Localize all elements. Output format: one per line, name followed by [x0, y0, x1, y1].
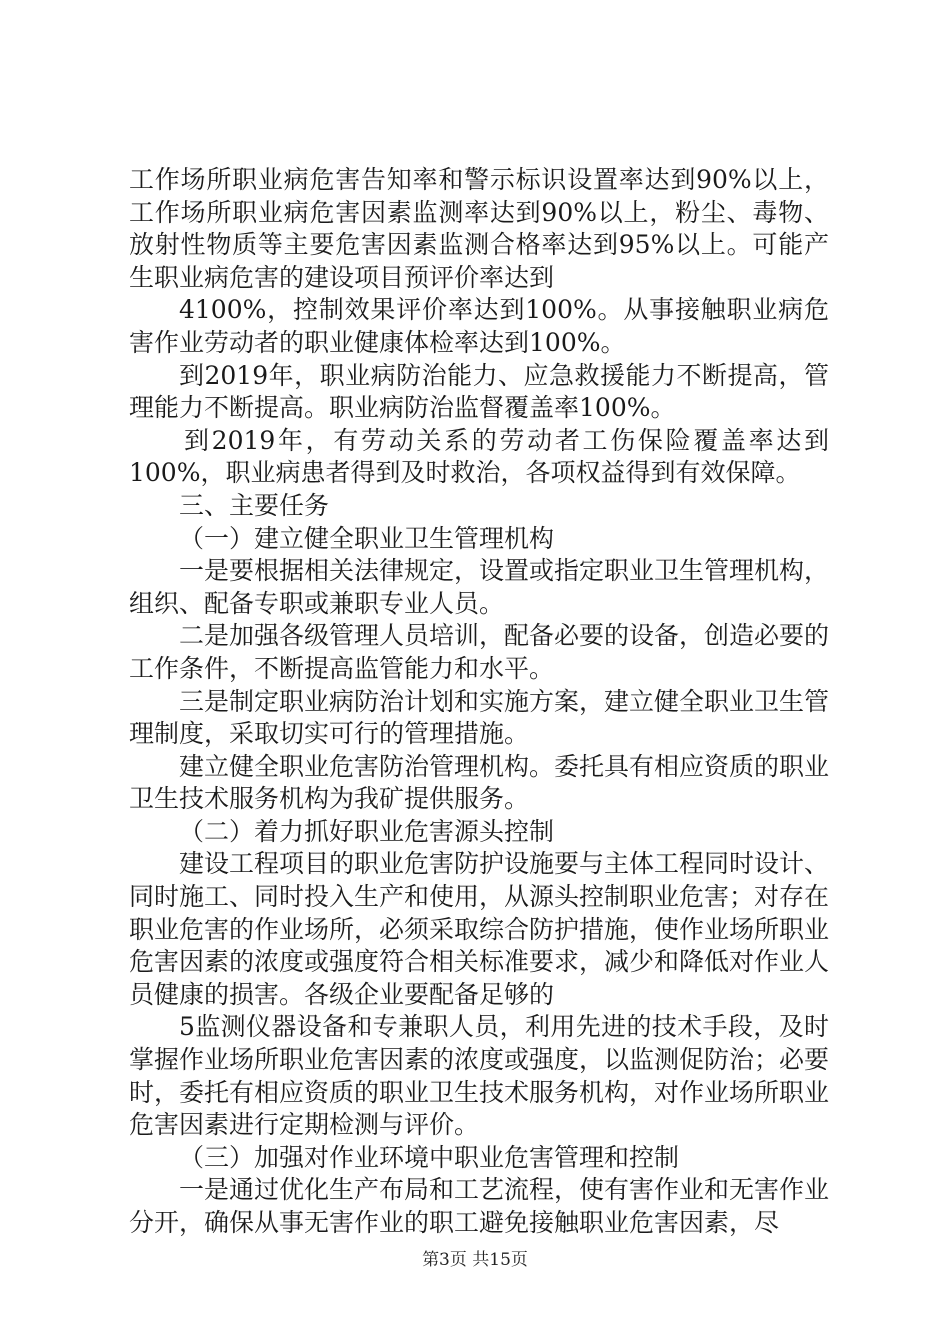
paragraph-monitoring-equipment: 5监测仪器设备和专兼职人员，利用先进的技术手段，及时掌握作业场所职业危害因素的浓度或强度，以监测促防治；必要时，委托有相应资质的职业卫生技术服务机构，对作业场所职业危害因素进行定期检测与评价。: [129, 1012, 830, 1140]
subheading-management-agency: （一）建立健全职业卫生管理机构: [179, 523, 555, 553]
document-body: [129, 164, 829, 1240]
paragraph-construction-projects: 建设工程项目的职业危害防护设施要与主体工程同时设计、同时施工、同时投入生产和使用，从源头控制职业危害；对存在职业危害的作业场所，必须采取综合防护措施，使作业场所职业危害因素的浓度或强度符合相关标准要求，减少和降低对作业人员健康的损害。各级企业要配备足够的: [129, 849, 830, 1009]
paragraph-entrust-service: 建立健全职业危害防治管理机构。委托具有相应资质的职业卫生技术服务机构为我矿提供服务。: [129, 751, 830, 814]
paragraph-task-three: 三是制定职业病防治计划和实施方案，建立健全职业卫生管理制度，采取切实可行的管理措施。: [129, 686, 830, 749]
paragraph-optimize-layout: 一是通过优化生产布局和工艺流程，使有害作业和无害作业分开，确保从事无害作业的职工避免接触职业危害因素，尽: [129, 1175, 830, 1237]
paragraph-task-one: 一是要根据相关法律规定，设置或指定职业卫生管理机构，组织、配备专职或兼职专业人员。: [129, 556, 830, 618]
section-heading-main-tasks: 三、主要任务: [179, 490, 330, 520]
paragraph-2019-capability: 到2019年，职业病防治能力、应急救援能力不断提高，管理能力不断提高。职业病防治监督覆盖率100%。: [129, 360, 829, 423]
paragraph-targets-intro: 工作场所职业病危害告知率和警示标识设置率达到90%以上，工作场所职业病危害因素监测率达到90%以上，粉尘、毒物、放射性物质等主要危害因素监测合格率达到95%以上。可能产生职业病危害的建设项目预评价率达到: [129, 165, 829, 292]
paragraph-task-two: 二是加强各级管理人员培训，配备必要的设备，创造必要的工作条件，不断提高监管能力和水平。: [129, 621, 830, 683]
paragraph-evaluation-rate: 4100%，控制效果评价率达到100%。从事接触职业病危害作业劳动者的职业健康体检率达到100%。: [129, 295, 829, 357]
paragraph-2019-insurance: 到2019年，有劳动关系的劳动者工伤保险覆盖率达到100%，职业病患者得到及时救治，各项权益得到有效保障。: [129, 425, 829, 488]
subheading-environment-control: （三）加强对作业环境中职业危害管理和控制: [179, 1142, 680, 1172]
page-number-footer: 第3页 共15页: [422, 1250, 528, 1270]
subheading-source-control: （二）着力抓好职业危害源头控制: [179, 816, 555, 846]
